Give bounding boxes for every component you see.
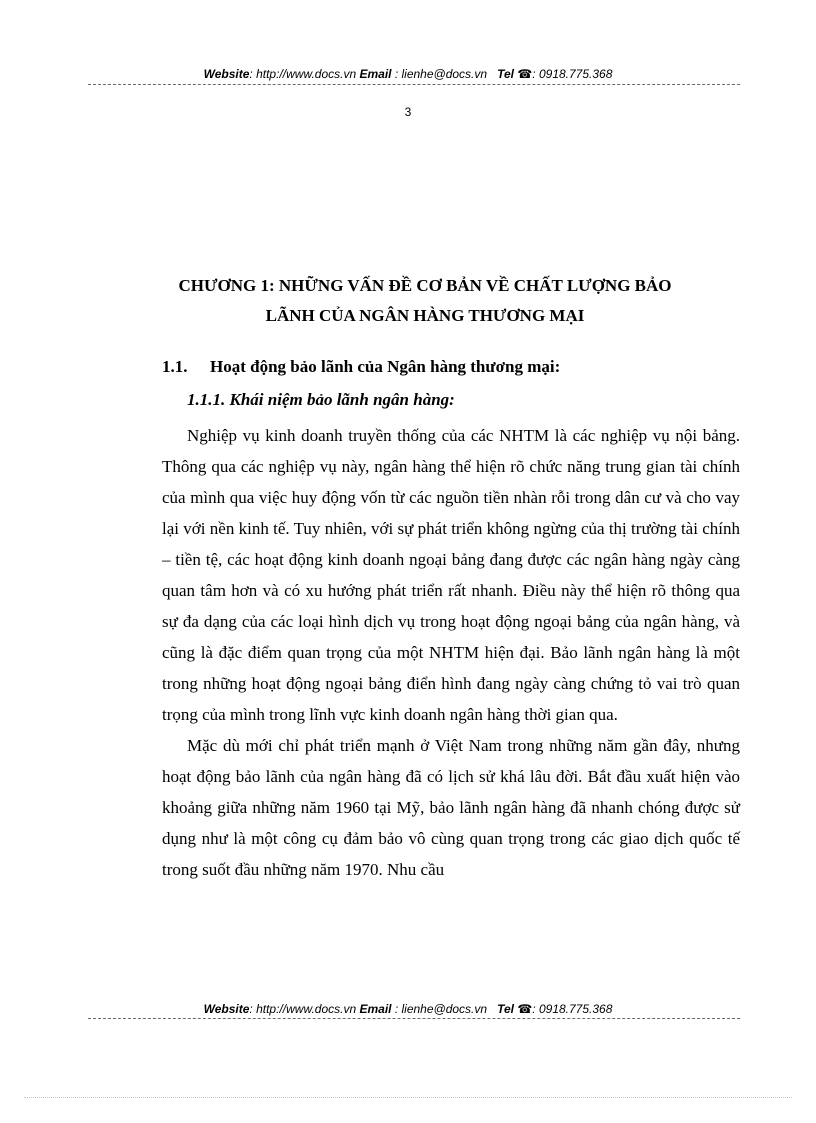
email-value: : lienhe@docs.vn [391, 1002, 488, 1016]
website-label: Website [203, 1002, 250, 1016]
section-title: Hoạt động bảo lãnh của Ngân hàng thương mại: [210, 357, 561, 376]
email-label: Email [359, 67, 392, 81]
page-footer-header [0, 1002, 816, 1016]
paragraph: Nghiệp vụ kinh doanh truyền thống của các NHTM là các nghiệp vụ nội bảng. Thông qua các nghiệp vụ này, ngân hàng thể hiện rõ chức năng trung gian tài chính của mình qua việc huy động vốn từ các nguồn tiền nhàn rỗi trong dân cư và cho vay lại với nền kinh tế. Tuy nhiên, với sự phát triển không ngừng của thị trường tài chính – tiền tệ, các hoạt động kinh doanh ngoại bảng đang được các ngân hàng ngày càng quan tâm hơn và có xu hướng phát triển rất nhanh. Điều này thể hiện rõ thông qua sự đa dạng của các loại hình dịch vụ trong hoạt động ngoại bảng của ngân hàng, và cũng là đặc điểm quan trọng của một NHTM hiện đại. Bảo lãnh ngân hàng là một trong những hoạt động ngoại bảng điển hình đang ngày càng chứng tỏ vai trò quan trọng của mình trong lĩnh vực kinh doanh ngân hàng thời gian qua. [162, 426, 740, 724]
page-header [0, 67, 816, 81]
subsection-heading: 1.1.1. Khái niệm bảo lãnh ngân hàng: [187, 390, 455, 409]
email-value: : lienhe@docs.vn [391, 67, 488, 81]
website-label: Website [203, 67, 250, 81]
paragraph: Mặc dù mới chỉ phát triển mạnh ở Việt Nam trong những năm gần đây, nhưng hoạt động bảo lãnh của ngân hàng đã có lịch sử khá lâu đời. Bắt đầu xuất hiện vào khoảng giữa những năm 1960 tại Mỹ, bảo lãnh ngân hàng đã nhanh chóng được sử dụng như là một công cụ đảm bảo vô cùng quan trọng trong các giao dịch quốc tế trong suốt đầu những năm 1970. Nhu cầu [162, 736, 740, 879]
telephone-icon: ☎ [517, 67, 533, 81]
tel-value: : 0918.775.368 [532, 1002, 613, 1016]
email-label: Email [359, 1002, 392, 1016]
header-divider [88, 84, 740, 85]
tel-label: Tel [497, 67, 514, 81]
tel-value: : 0918.775.368 [532, 67, 613, 81]
telephone-icon: ☎ [517, 1002, 533, 1016]
page-bottom-divider [24, 1097, 792, 1098]
section-heading [162, 356, 560, 378]
section-number: 1.1. [162, 357, 188, 376]
tel-label: Tel [497, 1002, 514, 1016]
chapter-title [120, 271, 730, 331]
website-value: : http://www.docs.vn [249, 1002, 357, 1016]
chapter-title-line-2: LÃNH CỦA NGÂN HÀNG THƯƠNG MẠI [265, 306, 585, 325]
website-value: : http://www.docs.vn [249, 67, 357, 81]
page-number: 3 [404, 105, 412, 119]
chapter-title-line-1: CHƯƠNG 1: NHỮNG VẤN ĐỀ CƠ BẢN VỀ CHẤT LƯỢNG BẢO [178, 276, 672, 295]
footer-divider [88, 1018, 740, 1019]
body-text [162, 420, 740, 885]
